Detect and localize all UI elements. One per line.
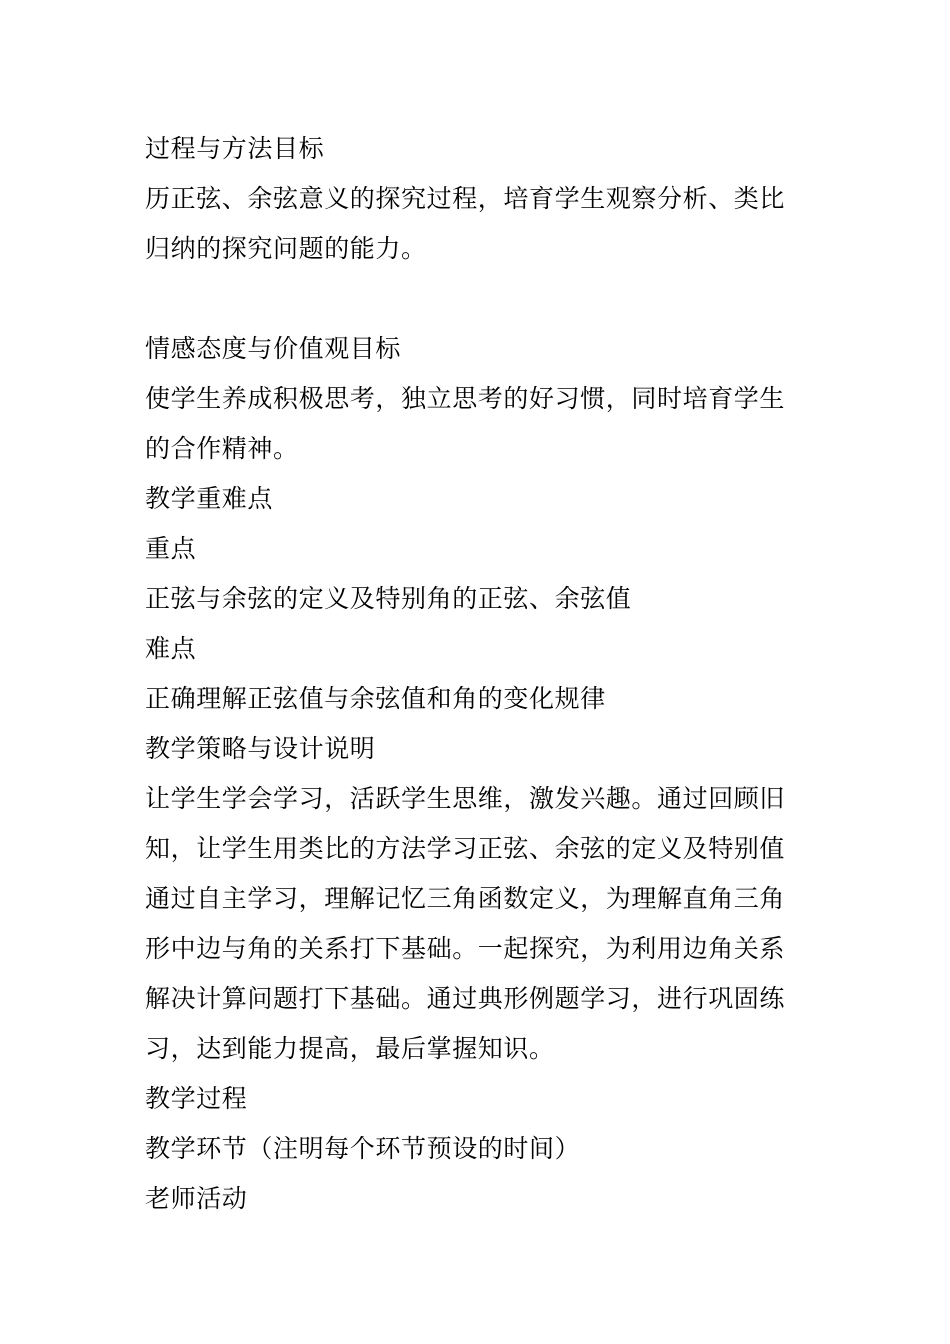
section-heading-process-method: 过程与方法目标 xyxy=(145,134,325,163)
blank-line xyxy=(145,274,810,324)
paragraph-line: 解决计算问题打下基础。通过典形例题学习，进行巩固练 xyxy=(145,984,786,1013)
paragraph-line: 通过自主学习，理解记忆三角函数定义，为理解直角三角 xyxy=(145,884,786,913)
paragraph-line: 形中边与角的关系打下基础。一起探究，为利用边角关系 xyxy=(145,934,786,963)
paragraph-line: 使学生养成积极思考，独立思考的好习惯，同时培育学生 xyxy=(145,384,786,413)
difficult-point-text: 正确理解正弦值与余弦值和角的变化规律 xyxy=(145,684,606,713)
document-body xyxy=(145,124,810,1224)
paragraph-line: 归纳的探究问题的能力。 xyxy=(145,234,427,263)
key-point-text: 正弦与余弦的定义及特别角的正弦、余弦值 xyxy=(145,584,632,613)
section-heading-key-difficult: 教学重难点 xyxy=(145,484,274,513)
paragraph-line: 让学生学会学习，活跃学生思维，激发兴趣。通过回顾旧 xyxy=(145,784,786,813)
paragraph-line: 的合作精神。 xyxy=(145,434,299,463)
section-heading-strategy: 教学策略与设计说明 xyxy=(145,734,376,763)
key-point-label: 重点 xyxy=(145,534,197,563)
teaching-stage-label: 教学环节（注明每个环节预设的时间） xyxy=(145,1134,581,1163)
paragraph-line: 习，达到能力提高，最后掌握知识。 xyxy=(145,1034,555,1063)
paragraph-line: 知，让学生用类比的方法学习正弦、余弦的定义及特别值 xyxy=(145,834,786,863)
paragraph-line: 历正弦、余弦意义的探究过程，培育学生观察分析、类比 xyxy=(145,184,786,213)
section-heading-emotion-value: 情感态度与价值观目标 xyxy=(145,334,402,363)
section-heading-teaching-process: 教学过程 xyxy=(145,1084,248,1113)
teacher-activity-label: 老师活动 xyxy=(145,1184,248,1213)
difficult-point-label: 难点 xyxy=(145,634,197,663)
